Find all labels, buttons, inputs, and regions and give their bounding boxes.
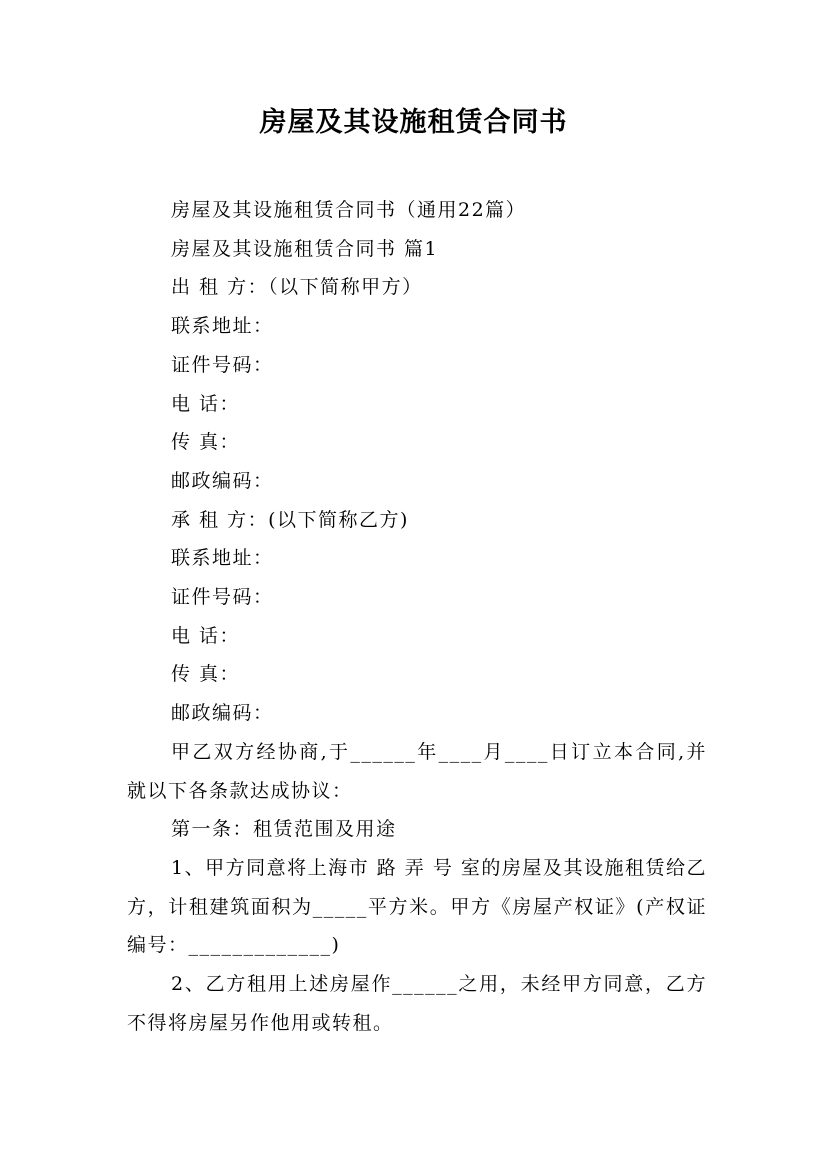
lessee-id-line: 证件号码： bbox=[171, 586, 274, 609]
article-1-heading: 第一条：租赁范围及用途 bbox=[171, 818, 397, 841]
lessor-postcode-line: 邮政编码： bbox=[171, 469, 274, 492]
lessor-phone-line: 电 话： bbox=[171, 392, 241, 415]
document-body bbox=[127, 191, 707, 1042]
lessee-postcode-line: 邮政编码： bbox=[171, 702, 274, 725]
lessor-fax-line: 传 真： bbox=[171, 431, 241, 454]
agreement-paragraph: 甲乙双方经协商,于______年____月____日订立本合同,并就以下各条款达成协议： bbox=[127, 740, 707, 802]
lessor-line: 出 租 方：（以下简称甲方） bbox=[171, 276, 423, 299]
lessee-address-line: 联系地址： bbox=[171, 547, 274, 570]
lessee-phone-line: 电 话： bbox=[171, 624, 241, 647]
chapter-heading: 房屋及其设施租赁合同书 篇1 bbox=[171, 237, 439, 260]
lessor-id-line: 证件号码： bbox=[171, 353, 274, 376]
lessee-fax-line: 传 真： bbox=[171, 663, 241, 686]
clause-2-paragraph: 2、乙方租用上述房屋作______之用，未经甲方同意，乙方不得将房屋另作他用或转租。 bbox=[127, 973, 707, 1034]
clause-1-paragraph: 1、甲方同意将上海市 路 弄 号 室的房屋及其设施租赁给乙方，计租建筑面积为_____平方米。甲方《房屋产权证》(产权证编号：_____________) bbox=[127, 856, 707, 957]
lessee-line: 承 租 方：(以下简称乙方) bbox=[171, 508, 409, 531]
subtitle-line: 房屋及其设施租赁合同书（通用22篇） bbox=[171, 199, 527, 221]
document-title: 房屋及其设施租赁合同书 bbox=[259, 107, 568, 138]
lessor-address-line: 联系地址： bbox=[171, 315, 274, 338]
